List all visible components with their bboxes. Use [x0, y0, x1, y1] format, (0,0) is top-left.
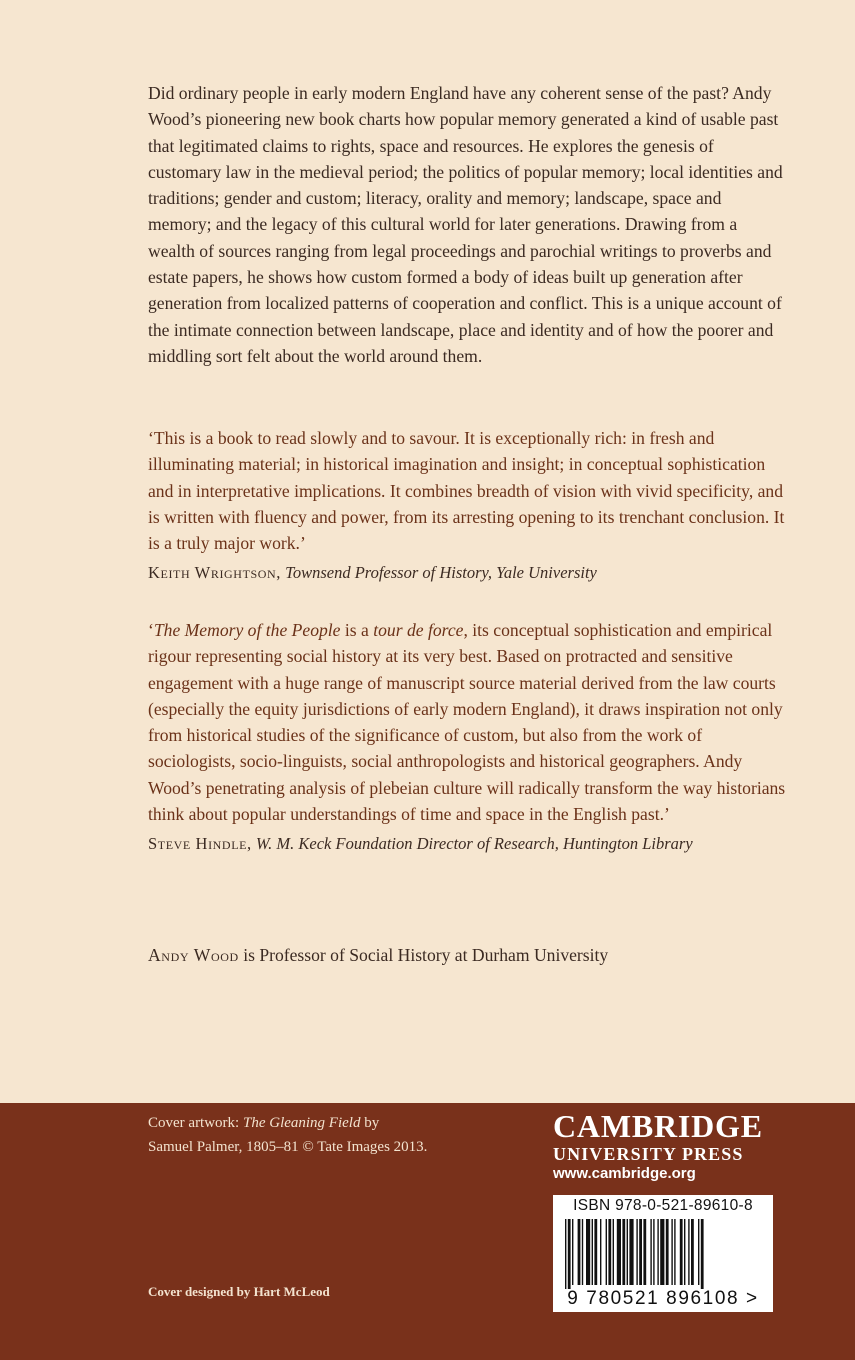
isbn-barcode — [553, 1195, 773, 1312]
isbn-text: ISBN 978-0-521-89610-8 — [573, 1197, 753, 1214]
barcode-stripe — [691, 1219, 694, 1285]
review-1-attribution — [148, 562, 788, 584]
barcode-stripe — [636, 1219, 637, 1285]
review-2-attribution — [148, 833, 788, 855]
barcode-stripe — [698, 1219, 699, 1285]
publisher-band — [0, 1103, 855, 1360]
barcode-stripe — [666, 1219, 669, 1285]
barcode-digits: 9 780521 896108 > — [567, 1288, 759, 1309]
author-name: Andy Wood — [148, 945, 239, 965]
cambridge-logo — [553, 1108, 775, 1184]
book-blurb: Did ordinary people in early modern England have any coherent sense of the past? Andy Wood’s pioneering new book charts how popular memory generated a kind of usable past that legitimated claims to rights, space and resources. He explores the genesis of customary law in the medieval period; the politics of popular memory; local identities and traditions; gender and custom; literacy, orality and memory; landscape, space and memory; and the legacy of this cultural world for later generations. Drawing from a wealth of sources ranging from legal proceedings and parochial writings to proverbs and estate papers, he shows how custom formed a body of ideas built up generation after generation from localized patterns of cooperation and conflict. This is a unique account of the intimate connection between landscape, place and identity and of how the poorer and middling sort felt about the world around them. — [148, 83, 783, 366]
author-note-text: is Professor of Social History at Durham University — [238, 945, 609, 965]
cover-designer: Cover designed by Hart McLeod — [148, 1284, 330, 1299]
barcode-stripe — [660, 1219, 664, 1285]
barcode-stripe — [701, 1219, 704, 1289]
review-2-mid: is a — [340, 620, 374, 640]
review-2-name: Steve Hindle, — [148, 834, 252, 854]
review-1-quote: ‘This is a book to read slowly and to savour. It is exceptionally rich: in fresh and illuminating material; in historical imagination and insight; in conceptual sophistication and in interpretative implications. It combines breadth of vision with vivid specificity, and is written with fluency and power, from its arresting opening to its trenchant conclusion. It is a truly major work.’ — [148, 428, 785, 554]
barcode-stripe — [639, 1219, 642, 1285]
barcode-stripe — [629, 1219, 633, 1285]
barcode-stripe — [613, 1219, 614, 1285]
review-2-book-title: The Memory of the People — [153, 620, 341, 640]
barcode-stripe — [688, 1219, 689, 1285]
credit-by: by — [360, 1115, 380, 1131]
barcode-stripe — [653, 1219, 654, 1285]
credit-artwork-title: The Gleaning Field — [242, 1115, 361, 1131]
barcode-stripe — [674, 1219, 675, 1285]
credit-prefix: Cover artwork: — [148, 1115, 243, 1131]
barcode-stripe — [684, 1219, 685, 1285]
barcode-stripe — [627, 1219, 628, 1285]
barcode-stripe — [650, 1219, 651, 1285]
publisher-url: www.cambridge.org — [553, 1165, 696, 1182]
review-2-rest: , its conceptual sophistication and empirical rigour representing social history at its very best. Based on protracted and sensitive engagement with a huge range of manuscript source material derived from the law courts (especially the equity jurisdictions of early modern England), it draws inspiration not only from historical studies of the significance of custom, but also from the work of sociologists, socio-linguists, social anthropologists and historical geographers. Andy Wood’s penetrating analysis of plebeian culture will radically transform the way historians think about popular understandings of time and space in the English past.’ — [148, 620, 786, 825]
review-2-open: ‘ — [148, 620, 154, 640]
barcode-bars — [563, 1219, 763, 1289]
barcode-stripe — [608, 1219, 611, 1285]
barcode-stripe — [680, 1219, 683, 1285]
barcode-stripe — [643, 1219, 646, 1285]
barcode-stripe — [582, 1219, 583, 1285]
barcode-stripe — [592, 1219, 593, 1285]
barcode-stripe — [568, 1219, 571, 1289]
barcode-stripe — [586, 1219, 590, 1285]
cover-art-credit — [148, 1111, 427, 1159]
review-2-italic: tour de force — [373, 620, 464, 640]
logo-main: CAMBRIDGE — [553, 1108, 763, 1144]
review-2-quote — [148, 617, 788, 827]
barcode-stripe — [600, 1219, 601, 1285]
barcode-stripe — [671, 1219, 672, 1285]
author-note — [148, 942, 788, 968]
review-1 — [148, 425, 788, 584]
barcode-stripe — [578, 1219, 581, 1285]
logo-sub: UNIVERSITY PRESS — [553, 1144, 744, 1164]
barcode-stripe — [622, 1219, 625, 1285]
barcode-stripe — [594, 1219, 597, 1285]
credit-line-2: Samuel Palmer, 1805–81 © Tate Images 2013. — [148, 1139, 428, 1155]
barcode-stripe — [657, 1219, 658, 1285]
barcode-stripe — [565, 1219, 566, 1289]
review-2-role: W. M. Keck Foundation Director of Research, Huntington Library — [255, 834, 693, 854]
barcode-stripe — [606, 1219, 607, 1285]
barcode-stripe — [617, 1219, 621, 1285]
review-1-role: Townsend Professor of History, Yale University — [285, 563, 597, 583]
barcode-stripe — [572, 1219, 573, 1285]
review-1-name: Keith Wrightson, — [148, 563, 282, 583]
review-2 — [148, 617, 788, 855]
